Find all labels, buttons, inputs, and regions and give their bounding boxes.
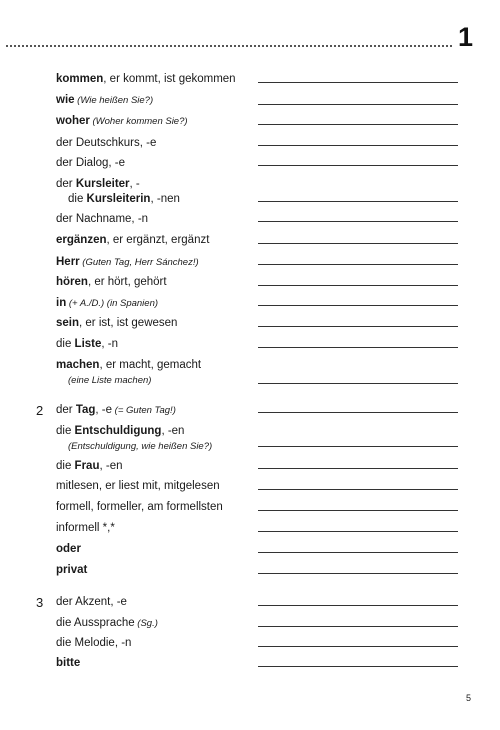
article: die bbox=[56, 338, 75, 350]
answer-line[interactable] bbox=[258, 243, 458, 244]
answer-line[interactable] bbox=[258, 666, 458, 667]
headword: Kursleiterin bbox=[86, 193, 151, 205]
answer-line[interactable] bbox=[258, 264, 458, 265]
forms: , er hört, gehört bbox=[87, 276, 167, 288]
answer-line[interactable] bbox=[258, 124, 458, 125]
vocab-entry bbox=[56, 233, 256, 248]
forms: , -en bbox=[99, 460, 123, 472]
headword: machen bbox=[56, 359, 100, 371]
section-number: 2 bbox=[36, 403, 44, 418]
answer-line[interactable] bbox=[258, 573, 458, 574]
vocab-entry bbox=[56, 212, 256, 227]
headword: woher bbox=[56, 115, 90, 127]
page-number: 5 bbox=[466, 693, 472, 703]
vocab-entry bbox=[56, 500, 256, 515]
usage-note: (Guten Tag, Herr Sánchez!) bbox=[79, 257, 199, 268]
answer-line[interactable] bbox=[258, 201, 458, 202]
vocab-entry bbox=[56, 521, 256, 536]
headword: oder bbox=[56, 543, 81, 555]
headword: ergänzen bbox=[56, 234, 107, 246]
vocab-entry bbox=[56, 656, 256, 671]
vocab-entry bbox=[56, 403, 256, 418]
vocab-entry bbox=[56, 255, 256, 270]
answer-line[interactable] bbox=[258, 221, 458, 222]
answer-line[interactable] bbox=[258, 145, 458, 146]
headword: Tag bbox=[75, 404, 96, 416]
vocab-entry bbox=[56, 595, 256, 610]
forms: der Nachname, -n bbox=[56, 213, 149, 225]
headword: in bbox=[56, 297, 67, 309]
headword: Kursleiter bbox=[75, 178, 130, 190]
vocab-entry bbox=[56, 636, 256, 651]
headword: kommen bbox=[56, 73, 104, 85]
vocab-entry bbox=[56, 296, 256, 311]
vocab-entry bbox=[56, 563, 256, 578]
headword: Entschuldigung bbox=[74, 425, 162, 437]
vocab-entry bbox=[56, 93, 256, 108]
vocab-entry bbox=[56, 542, 256, 557]
answer-line[interactable] bbox=[258, 412, 458, 413]
forms: formell, formeller, am formellsten bbox=[56, 501, 223, 513]
answer-line[interactable] bbox=[258, 626, 458, 627]
forms: der Dialog, -e bbox=[56, 157, 126, 169]
section-number: 3 bbox=[36, 595, 44, 610]
headword: Frau bbox=[74, 460, 100, 472]
answer-line[interactable] bbox=[258, 446, 458, 447]
article: die bbox=[56, 460, 75, 472]
vocab-entry bbox=[56, 459, 256, 474]
header-dotted-rule bbox=[6, 45, 452, 47]
answer-line[interactable] bbox=[258, 531, 458, 532]
forms: , - bbox=[129, 178, 140, 190]
forms: , er kommt, ist gekommen bbox=[103, 73, 236, 85]
vocab-entry bbox=[56, 616, 256, 631]
forms: , -en bbox=[161, 425, 185, 437]
headword: hören bbox=[56, 276, 88, 288]
answer-line[interactable] bbox=[258, 104, 458, 105]
headword: bitte bbox=[56, 657, 81, 669]
answer-line[interactable] bbox=[258, 552, 458, 553]
usage-note: (Sg.) bbox=[134, 618, 158, 629]
example-note: (eine Liste machen) bbox=[68, 375, 152, 386]
answer-line[interactable] bbox=[258, 383, 458, 384]
entry-second-line bbox=[56, 192, 256, 207]
vocab-entry bbox=[56, 114, 256, 129]
chapter-number: 1 bbox=[458, 22, 474, 52]
headword: Liste bbox=[74, 338, 102, 350]
usage-note: (= Guten Tag!) bbox=[112, 405, 176, 416]
forms: der Akzent, -e bbox=[56, 596, 127, 608]
answer-line[interactable] bbox=[258, 468, 458, 469]
answer-line[interactable] bbox=[258, 305, 458, 306]
vocab-entry bbox=[56, 479, 256, 494]
example-note: (Entschuldigung, wie heißen Sie?) bbox=[68, 441, 213, 452]
usage-note: (+ A./D.) (in Spanien) bbox=[66, 298, 159, 309]
forms: , -nen bbox=[150, 193, 180, 205]
forms: , er ist, ist gewesen bbox=[79, 317, 178, 329]
vocab-entry bbox=[56, 358, 256, 388]
vocab-entry bbox=[56, 72, 256, 87]
vocab-entry bbox=[56, 424, 256, 454]
forms: , -n bbox=[101, 338, 119, 350]
answer-line[interactable] bbox=[258, 165, 458, 166]
vocab-entry bbox=[56, 337, 256, 352]
usage-note: (Woher kommen Sie?) bbox=[89, 116, 188, 127]
forms: der Deutschkurs, -e bbox=[56, 137, 157, 149]
forms: mitlesen, er liest mit, mitgelesen bbox=[56, 480, 220, 492]
vocab-entry bbox=[56, 275, 256, 290]
forms: die Aussprache bbox=[56, 617, 135, 629]
article: der bbox=[56, 178, 76, 190]
vocab-entry bbox=[56, 177, 256, 207]
answer-line[interactable] bbox=[258, 646, 458, 647]
forms: , er ergänzt, ergänzt bbox=[106, 234, 210, 246]
answer-line[interactable] bbox=[258, 605, 458, 606]
answer-line[interactable] bbox=[258, 489, 458, 490]
headword: wie bbox=[56, 94, 75, 106]
answer-line[interactable] bbox=[258, 326, 458, 327]
forms: informell *,* bbox=[56, 522, 115, 534]
headword: Herr bbox=[56, 256, 80, 268]
vocab-entry bbox=[56, 136, 256, 151]
usage-note: (Wie heißen Sie?) bbox=[74, 95, 154, 106]
answer-line[interactable] bbox=[258, 285, 458, 286]
article: der bbox=[56, 404, 76, 416]
headword: sein bbox=[56, 317, 80, 329]
answer-line[interactable] bbox=[258, 347, 458, 348]
answer-line[interactable] bbox=[258, 82, 458, 83]
vocab-entry bbox=[56, 156, 256, 171]
vocab-entry bbox=[56, 316, 256, 331]
forms: die Melodie, -n bbox=[56, 637, 132, 649]
answer-line[interactable] bbox=[258, 510, 458, 511]
article: die bbox=[56, 425, 75, 437]
forms: , -e bbox=[95, 404, 113, 416]
forms: , er macht, gemacht bbox=[99, 359, 202, 371]
article: die bbox=[68, 193, 87, 205]
headword: privat bbox=[56, 564, 88, 576]
